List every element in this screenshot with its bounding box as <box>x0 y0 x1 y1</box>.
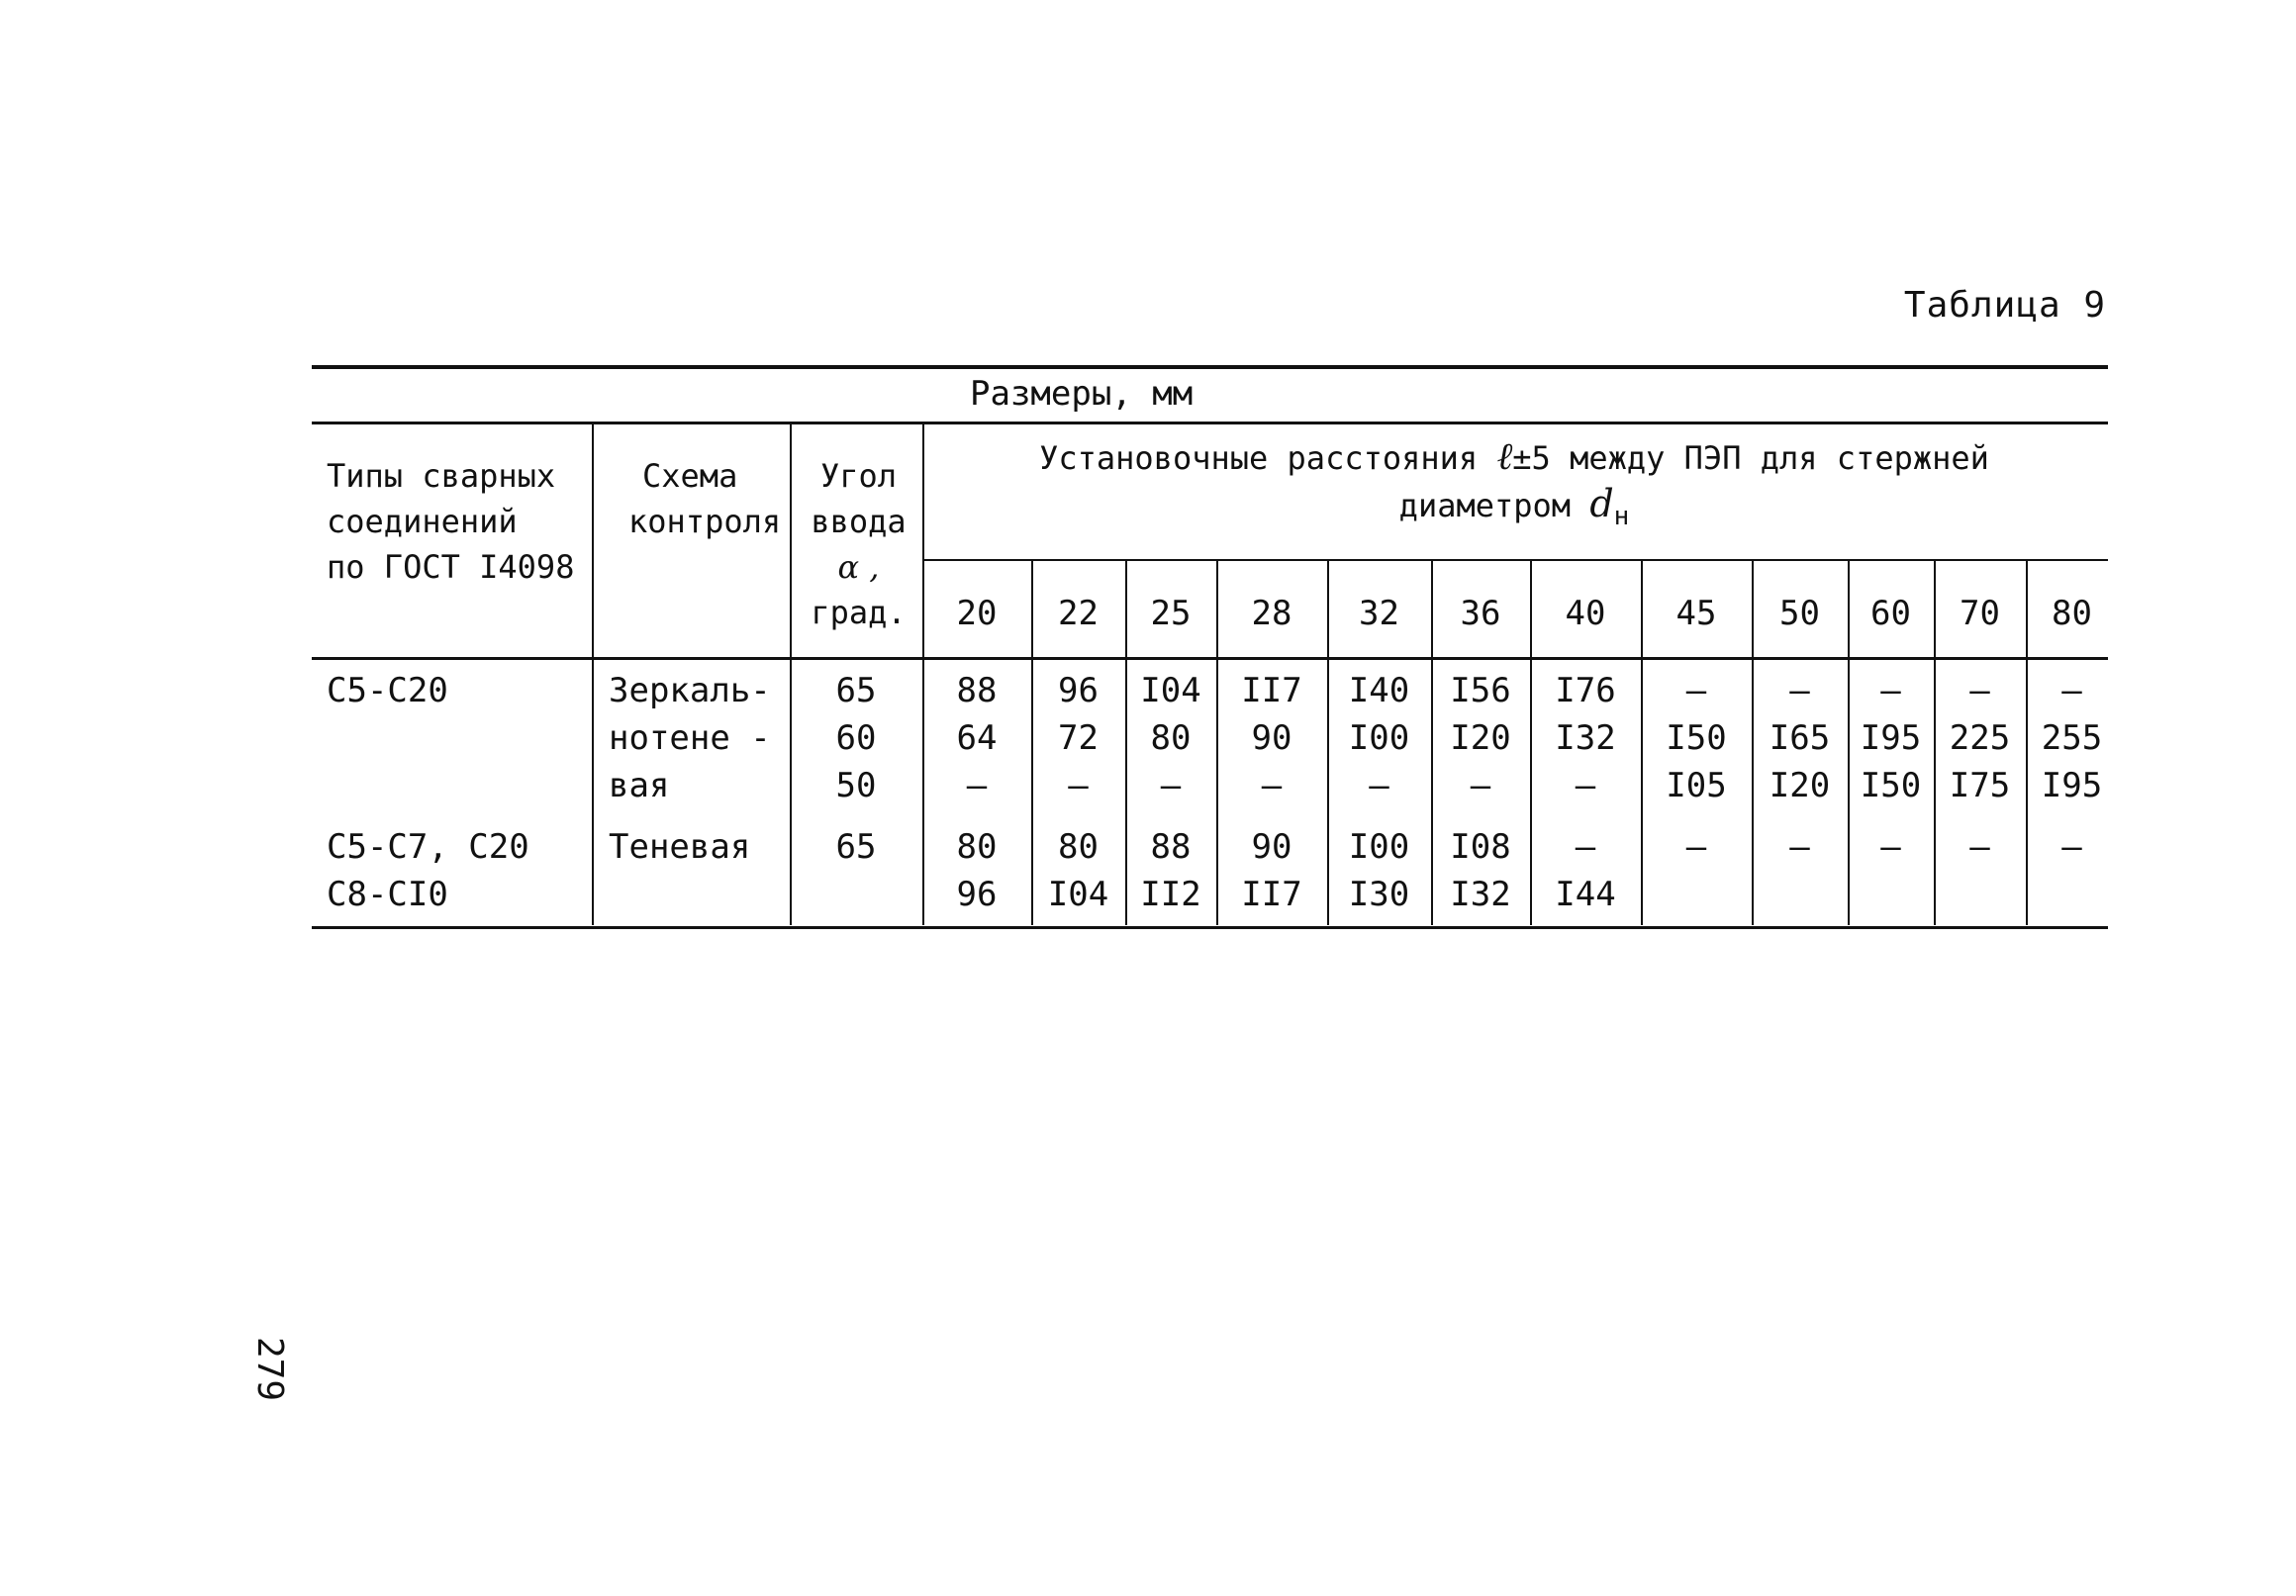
joint-types-header-line: по ГОСТ I4098 <box>327 548 575 586</box>
distance-cell: I65 <box>1769 718 1831 758</box>
scheme-header-line: контроля <box>628 503 782 540</box>
distance-cell: I32 <box>1555 718 1616 758</box>
distance-cell: – <box>1789 671 1810 710</box>
distances-header-line1 <box>930 433 2098 481</box>
bottom-rule <box>312 926 2108 929</box>
angle-header <box>797 453 920 635</box>
distance-cell: I20 <box>1769 766 1831 805</box>
scheme-header-line: Схема <box>642 457 738 495</box>
d-subscript: н <box>1613 502 1630 531</box>
distance-cell: 88 <box>956 671 998 710</box>
top-rule <box>312 365 2108 369</box>
distance-cell: – <box>1261 766 1283 805</box>
sizes-caption: Размеры, мм <box>970 374 1194 414</box>
d-symbol: d <box>1589 482 1614 525</box>
diameter-header-cell: 22 <box>1058 594 1099 633</box>
distance-cell: I75 <box>1949 766 2011 805</box>
distance-cell: I00 <box>1348 827 1410 867</box>
distance-cell: II2 <box>1140 875 1201 914</box>
data-table <box>312 423 2108 925</box>
angle-header-line: ввода <box>811 503 907 540</box>
distance-cell: – <box>1369 766 1389 805</box>
distance-cell: 96 <box>956 875 998 914</box>
distance-cell: – <box>2061 671 2082 710</box>
distance-cell: 90 <box>1251 827 1292 867</box>
diameter-header-cell: 60 <box>1870 594 1911 633</box>
distance-cell: – <box>1685 827 1707 867</box>
diameter-header-cell: 80 <box>2052 594 2092 633</box>
distance-cell: 80 <box>1058 827 1099 867</box>
angle-header-line: Угол <box>819 457 898 495</box>
distance-cell: II7 <box>1241 875 1302 914</box>
diameter-header-cell: 50 <box>1779 594 1820 633</box>
distance-cell: I04 <box>1140 671 1201 710</box>
distance-cell: 255 <box>2041 718 2103 758</box>
distance-cell: I32 <box>1450 875 1511 914</box>
angle-cell: 50 <box>835 766 877 805</box>
distances-header <box>930 433 2098 539</box>
distance-cell: I40 <box>1348 671 1410 710</box>
distance-cell: – <box>1880 671 1901 710</box>
diameter-header-cell: 70 <box>1960 594 2000 633</box>
distance-cell: I05 <box>1666 766 1727 805</box>
distance-cell: – <box>1685 671 1707 710</box>
distance-cell: 72 <box>1058 718 1099 758</box>
distances-header-line2 <box>930 481 2098 539</box>
distance-cell: 64 <box>956 718 998 758</box>
col-divider <box>592 423 594 925</box>
angle-cell: 60 <box>835 718 877 758</box>
table-title: Таблица 9 <box>1903 285 2106 326</box>
diameter-label: диаметром <box>1398 487 1572 524</box>
distance-cell: I76 <box>1555 671 1616 710</box>
diameter-header-cell: 28 <box>1251 594 1292 633</box>
ell-symbol: ℓ <box>1496 434 1513 478</box>
distance-cell: – <box>1470 766 1491 805</box>
distance-cell: I50 <box>1860 766 1922 805</box>
distance-cell: – <box>1160 766 1182 805</box>
diameter-header-rule <box>922 559 2108 561</box>
diameter-header-cell: 45 <box>1675 594 1717 633</box>
distance-cell: – <box>1068 766 1089 805</box>
joint-type-cell: C5-C7, C20 <box>327 827 529 867</box>
distance-cell: 96 <box>1058 671 1099 710</box>
distance-cell: 80 <box>956 827 998 867</box>
distance-cell: – <box>2061 827 2082 867</box>
angle-cell: 65 <box>835 827 877 867</box>
distance-cell: I50 <box>1666 718 1727 758</box>
distance-cell: 90 <box>1251 718 1292 758</box>
angle-header-line: град. <box>811 594 907 631</box>
distance-cell: I56 <box>1450 671 1511 710</box>
distance-cell: – <box>966 766 988 805</box>
angle-cell: 65 <box>835 671 877 710</box>
distance-cell: – <box>1789 827 1810 867</box>
distance-cell: 88 <box>1150 827 1192 867</box>
distance-cell: I00 <box>1348 718 1410 758</box>
joint-type-cell: C8-CI0 <box>327 875 448 914</box>
diameter-header-cell: 20 <box>956 594 998 633</box>
distance-cell: – <box>1880 827 1901 867</box>
distance-cell: I95 <box>2041 766 2103 805</box>
distances-label: Установочные расстояния <box>1039 439 1479 477</box>
header-bottom-rule <box>312 657 2108 660</box>
page-number: 279 <box>249 1336 291 1402</box>
scheme-cell: Зеркаль- <box>609 671 771 710</box>
scheme-cell: нотене - <box>609 718 771 758</box>
distances-label-suffix: ±5 между ПЭП для стержней <box>1512 439 1989 477</box>
scheme-cell: вая <box>609 766 670 805</box>
distance-cell: 80 <box>1150 718 1192 758</box>
diameter-header-cell: 32 <box>1359 594 1399 633</box>
distance-cell: I44 <box>1555 875 1616 914</box>
joint-type-cell: C5-C20 <box>327 671 448 710</box>
distance-cell: I08 <box>1450 827 1511 867</box>
distance-cell: I20 <box>1450 718 1511 758</box>
distance-cell: – <box>1969 827 1990 867</box>
distance-cell: I95 <box>1860 718 1922 758</box>
scheme-header <box>628 453 781 544</box>
distance-cell: II7 <box>1241 671 1302 710</box>
diameter-header-cell: 25 <box>1150 594 1192 633</box>
diameter-header-cell: 36 <box>1460 594 1501 633</box>
distance-cell: – <box>1575 766 1596 805</box>
joint-types-header-line: Типы сварных <box>327 457 556 495</box>
angle-header-line: α , <box>837 548 880 586</box>
distance-cell: – <box>1575 827 1596 867</box>
distance-cell: – <box>1969 671 1990 710</box>
joint-types-header-line: соединений <box>327 503 518 540</box>
scheme-cell: Теневая <box>609 827 751 867</box>
diameter-header-cell: 40 <box>1565 594 1606 633</box>
distance-cell: 225 <box>1949 718 2011 758</box>
distance-cell: I30 <box>1348 875 1410 914</box>
joint-types-header <box>327 453 574 590</box>
distance-cell: I04 <box>1047 875 1109 914</box>
